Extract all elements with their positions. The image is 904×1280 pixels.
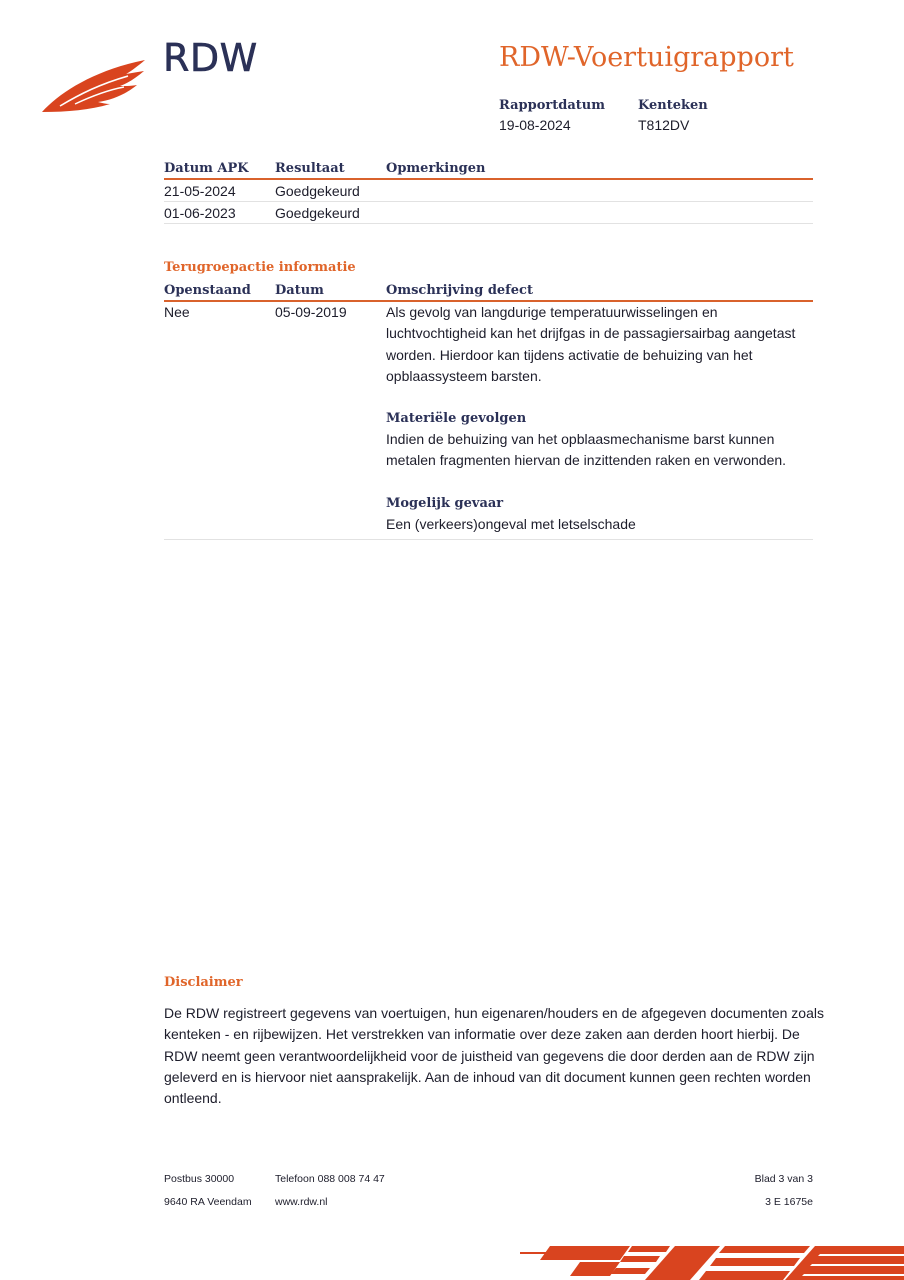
danger-label: Mogelijk gevaar [386,495,504,511]
plate-label: Kenteken [638,98,708,113]
disclaimer-line: RDW neemt geen verantwoordelijkheid voor de juistheid van gegevens die door derden aan de RDW zijn [164,1047,815,1064]
recall-table-header [164,281,813,302]
apk-header-date: Datum APK [164,161,249,176]
recall-header-open: Openstaand [164,283,251,298]
recall-section-title: Terugroepactie informatie [164,260,356,275]
apk-table-header [164,159,813,180]
consequences-line: Indien de behuizing van het opblaasmechanisme barst kunnen [386,431,775,448]
apk-date: 01-06-2023 [164,204,236,221]
disclaimer-line: De RDW registreert gegevens van voertuigen, hun eigenaren/houders en de afgegeven documenten zoals [164,1005,824,1021]
footer-document-code: 3 E 1675e [765,1196,813,1208]
table-row [164,180,813,202]
report-date-block [499,98,605,133]
rdw-logo-icon [40,56,150,116]
recall-date-value: 05-09-2019 [275,304,347,320]
table-row [164,202,813,224]
danger-text: Een (verkeers)ongeval met letselschade [386,515,636,532]
recall-open-value: Nee [164,304,190,320]
report-title: RDW-Voertuigrapport [499,42,794,73]
footer-website[interactable]: www.rdw.nl [275,1196,328,1208]
apk-header-result: Resultaat [275,161,345,176]
disclaimer-line: geleverd en is hiervoor niet aansprakelijk. Aan de inhoud van dit document kunnen geen rechten worden [164,1068,811,1085]
consequences-line: metalen fragmenten hiervan de inzittenden raken en verwonden. [386,452,787,469]
description-line: luchtvochtigheid kan het drijfgas in de passagiersairbag aangetast [386,325,796,342]
footer-postbus: Postbus 30000 [164,1173,235,1185]
apk-header-remarks: Opmerkingen [386,161,486,176]
plate-block [638,98,708,133]
disclaimer-text [164,1003,824,1109]
disclaimer-line: ontleend. [164,1090,222,1107]
apk-result: Goedgekeurd [275,204,360,221]
apk-table [164,159,813,224]
plate-value: T812DV [638,117,690,133]
description-line: worden. Hierdoor kan tijdens activatie de behuizing van het [386,346,753,363]
recall-description [386,302,813,535]
recall-header-date: Datum [275,283,324,298]
consequences-label: Materiële gevolgen [386,411,527,427]
footer-page-number: Blad 3 van 3 [754,1173,813,1185]
report-date-label: Rapportdatum [499,98,605,113]
footer-address: 9640 RA Veendam [164,1196,252,1208]
table-row [164,302,813,540]
disclaimer-line: kenteken - en rijbewijzen. Het verstrekken van informatie over deze zaken aan derden hoort hierbij. De [164,1026,800,1043]
description-line: opblaassysteem barsten. [386,367,542,384]
report-date-value: 19-08-2024 [499,117,571,133]
recall-table [164,281,813,540]
recall-header-description: Omschrijving defect [386,283,533,298]
disclaimer-title: Disclaimer [164,975,243,990]
decorative-stripes-icon [520,1240,904,1280]
apk-date: 21-05-2024 [164,182,236,199]
description-line: Als gevolg van langdurige temperatuurwisselingen en [386,304,718,320]
logo-text: RDW [163,36,258,80]
apk-result: Goedgekeurd [275,182,360,199]
footer-phone: Telefoon 088 008 74 47 [275,1173,385,1185]
